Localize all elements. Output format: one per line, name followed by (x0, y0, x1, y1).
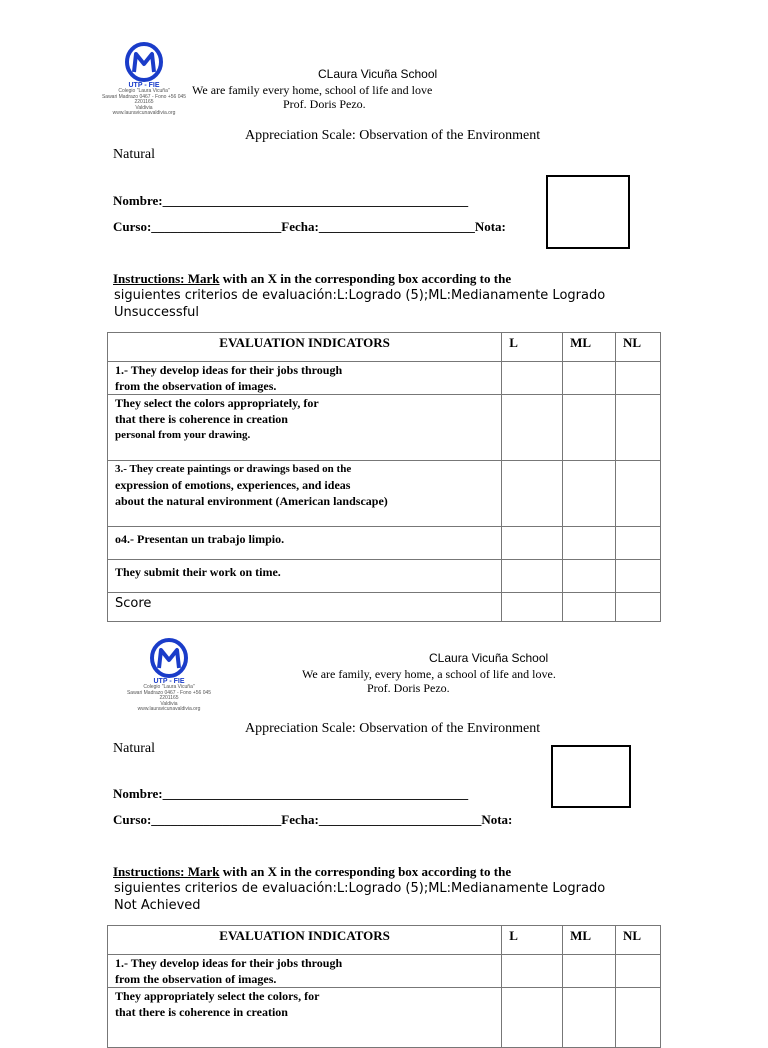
school-emblem-icon (124, 42, 164, 82)
header-l: L (502, 926, 563, 955)
indicator-text: expression of emotions, experiences, and ideas (115, 478, 351, 492)
grade-box[interactable] (551, 745, 631, 808)
table-row (108, 527, 661, 560)
header-ml: ML (563, 333, 616, 362)
nombre-field[interactable]: Nombre:_______________________________________________ (113, 193, 469, 208)
curso-fecha-nota-field[interactable]: Curso:____________________Fecha:_________________________Nota: (113, 812, 513, 827)
indicator-cell (108, 461, 502, 527)
cell-nl[interactable] (616, 461, 661, 527)
criteria-line-2: Not Achieved (114, 898, 201, 913)
cell-l[interactable] (502, 527, 563, 560)
school-name: CLaura Vicuña School (429, 651, 549, 665)
indicator-text: They select the colors appropriately, for (115, 396, 319, 410)
cell-nl[interactable] (616, 560, 661, 593)
table-row (108, 988, 661, 1048)
instructions (113, 864, 511, 880)
subject-label: Natural (113, 147, 155, 162)
logo-school-name: Colegio "Laura Vicuña" (143, 684, 195, 690)
school-logo (98, 42, 190, 117)
indicator-cell (108, 527, 502, 560)
indicator-text: 1.- They develop ideas for their jobs through (115, 363, 343, 377)
logo-school-name: Colegio "Laura Vicuña" (118, 88, 170, 94)
indicator-cell (108, 395, 502, 461)
criteria-line-2: Unsuccessful (114, 305, 200, 320)
cell-nl[interactable] (616, 362, 661, 395)
indicator-text: They submit their work on time. (115, 565, 281, 579)
instructions-text: with an X in the corresponding box according to the (219, 271, 512, 286)
cell-ml[interactable] (563, 362, 616, 395)
cell-nl[interactable] (616, 527, 661, 560)
logo-address: Sawari Madrazo 0467 - Fono +56 045 2201165 (101, 93, 187, 105)
cell-l[interactable] (502, 362, 563, 395)
form-title: Appreciation Scale: Observation of the Environment (245, 721, 541, 736)
indicator-cell (108, 988, 502, 1048)
cell-l[interactable] (502, 395, 563, 461)
score-cell-nl[interactable] (616, 593, 661, 622)
cell-ml[interactable] (563, 988, 616, 1048)
cell-nl[interactable] (616, 955, 661, 988)
header-nl: NL (616, 926, 661, 955)
school-motto: We are family, every home, a school of life and love. (302, 667, 556, 681)
logo-website: www.lauravicunavaldivia.org (137, 706, 201, 712)
school-emblem-icon (149, 638, 189, 678)
criteria-line-1: siguientes criterios de evaluación:L:Logrado (5);ML:Medianamente Logrado (114, 288, 606, 303)
logo-label: UTP - FIE (153, 678, 185, 685)
cell-ml[interactable] (563, 395, 616, 461)
form-title: Appreciation Scale: Observation of the Environment (245, 128, 541, 143)
indicator-text: that there is coherence in creation (115, 412, 288, 426)
indicator-text: that there is coherence in creation (115, 1005, 288, 1019)
table-row (108, 362, 661, 395)
header-l: L (502, 333, 563, 362)
logo-address: Sawari Madrazo 0467 - Fono +56 045 2201165 (126, 689, 212, 701)
header-nl: NL (616, 333, 661, 362)
indicator-text: personal from your drawing. (115, 429, 251, 441)
indicator-text: o4.- Presentan un trabajo limpio. (115, 532, 285, 546)
indicator-text: about the natural environment (American landscape) (115, 494, 388, 508)
evaluation-table (107, 925, 661, 1048)
curso-fecha-nota-field[interactable]: Curso:____________________Fecha:________________________Nota: (113, 219, 506, 234)
instructions-lead: Instructions: Mark (113, 864, 220, 879)
table-header-row (108, 926, 661, 955)
cell-l[interactable] (502, 988, 563, 1048)
cell-ml[interactable] (563, 461, 616, 527)
score-cell-l[interactable] (502, 593, 563, 622)
logo-website: www.lauravicunavaldivia.org (112, 110, 176, 116)
cell-l[interactable] (502, 560, 563, 593)
nombre-field[interactable]: Nombre:_______________________________________________ (113, 786, 469, 801)
header-indicators: EVALUATION INDICATORS (108, 333, 502, 362)
table-row (108, 395, 661, 461)
school-logo (123, 638, 215, 713)
criteria-line-1: siguientes criterios de evaluación:L:Logrado (5);ML:Medianamente Logrado (114, 881, 606, 896)
instructions-lead: Instructions: Mark (113, 271, 220, 286)
cell-nl[interactable] (616, 395, 661, 461)
indicator-text: from the observation of images. (115, 379, 277, 393)
cell-ml[interactable] (563, 527, 616, 560)
school-name: CLaura Vicuña School (318, 67, 438, 81)
indicator-text: 3.- They create paintings or drawings based on the (115, 463, 352, 475)
score-label: Score (108, 593, 502, 622)
teacher-name: Prof. Doris Pezo. (367, 681, 450, 695)
table-row (108, 461, 661, 527)
score-row (108, 593, 661, 622)
subject-label: Natural (113, 741, 155, 756)
indicator-cell (108, 362, 502, 395)
header-ml: ML (563, 926, 616, 955)
cell-nl[interactable] (616, 988, 661, 1048)
indicator-cell (108, 560, 502, 593)
logo-city: Valdivia (160, 700, 178, 707)
cell-l[interactable] (502, 955, 563, 988)
cell-ml[interactable] (563, 955, 616, 988)
grade-box[interactable] (546, 175, 630, 249)
indicator-cell (108, 955, 502, 988)
logo-label: UTP - FIE (128, 82, 160, 89)
cell-ml[interactable] (563, 560, 616, 593)
score-cell-ml[interactable] (563, 593, 616, 622)
indicator-text: from the observation of images. (115, 972, 277, 986)
instructions-text: with an X in the corresponding box according to the (219, 864, 512, 879)
cell-l[interactable] (502, 461, 563, 527)
instructions (113, 271, 511, 287)
indicator-text: 1.- They develop ideas for their jobs through (115, 956, 343, 970)
evaluation-table (107, 332, 661, 622)
table-row (108, 955, 661, 988)
table-row (108, 560, 661, 593)
header-indicators: EVALUATION INDICATORS (108, 926, 502, 955)
logo-city: Valdivia (135, 104, 153, 111)
table-header-row (108, 333, 661, 362)
indicator-text: They appropriately select the colors, for (115, 989, 320, 1003)
school-motto: We are family every home, school of life and love (192, 83, 433, 97)
teacher-name: Prof. Doris Pezo. (283, 97, 366, 111)
